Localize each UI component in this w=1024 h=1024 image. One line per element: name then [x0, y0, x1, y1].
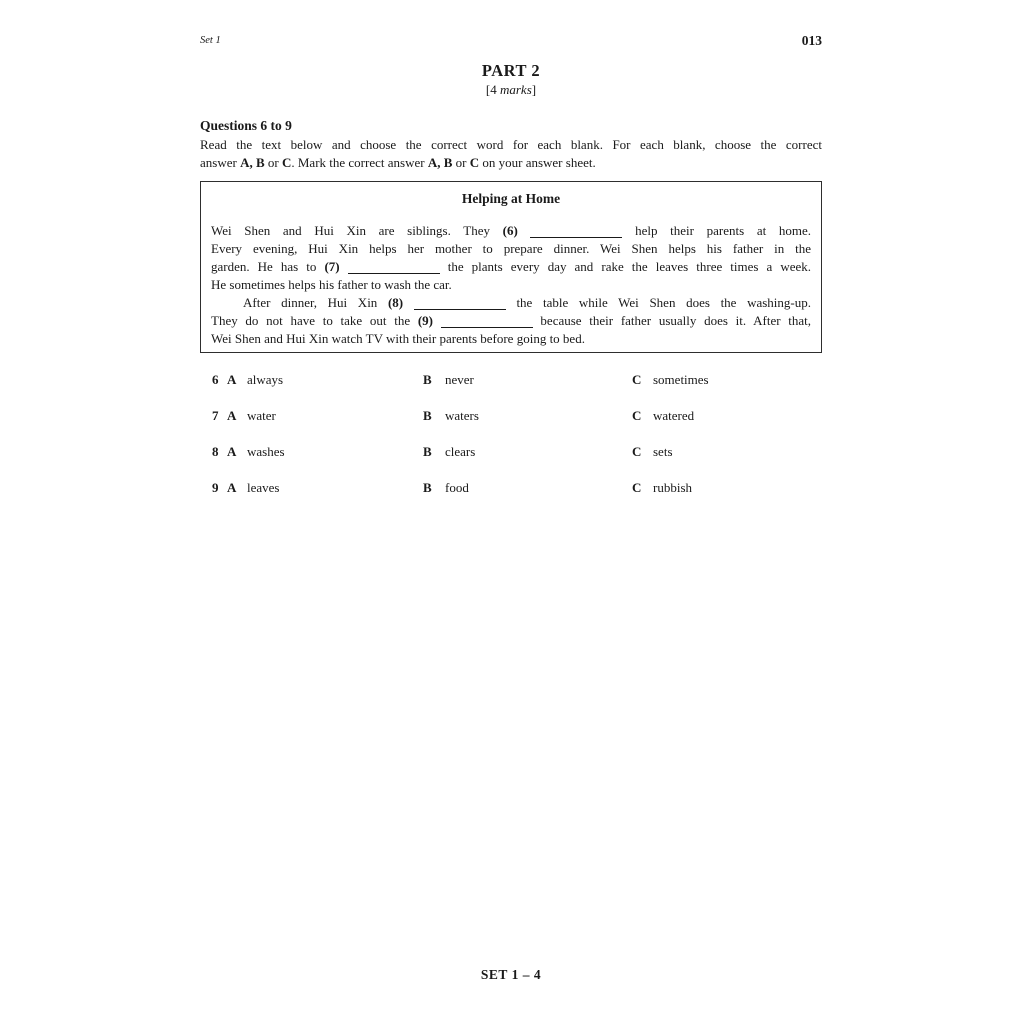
- question-number: 7: [212, 408, 219, 423]
- option-letter: B: [423, 408, 432, 423]
- option-letter: B: [423, 372, 432, 387]
- option-letter: C: [632, 480, 642, 495]
- instructions-text: [200, 136, 822, 172]
- text-run: garden. He has to: [211, 259, 325, 274]
- text-run: . Mark the correct answer: [291, 155, 428, 170]
- set-label: Set 1: [200, 35, 221, 46]
- option-letter: A: [227, 408, 237, 423]
- option-text: sometimes: [653, 372, 709, 387]
- option-text: never: [445, 372, 474, 387]
- option-text: food: [445, 480, 469, 495]
- passage-box: [200, 181, 822, 353]
- passage-text: [211, 222, 811, 348]
- text-run: A, B: [240, 155, 265, 170]
- text-run: C: [281, 155, 292, 170]
- text-run: because their father usually does it. After that,: [532, 313, 811, 328]
- text-run: [4: [485, 82, 500, 97]
- option-text: watered: [653, 408, 695, 423]
- text-run: A, B: [427, 155, 453, 170]
- option-letter: C: [632, 372, 642, 387]
- question-row: [200, 443, 822, 461]
- option-text: rubbish: [653, 480, 692, 495]
- text-run: Every evening, Hui Xin helps her mother to prepare dinner. Wei Shen helps his father in the: [211, 241, 811, 256]
- text-run: ]: [531, 82, 537, 97]
- questions-list: [200, 371, 822, 515]
- answer-blank-9: [441, 315, 533, 328]
- text-run: (6): [502, 223, 518, 238]
- option-letter: C: [632, 444, 642, 459]
- option-text: waters: [445, 408, 479, 423]
- text-run: They do not have to take out the: [211, 313, 418, 328]
- option-letter: A: [227, 444, 237, 459]
- option-text: clears: [445, 444, 476, 459]
- option-text: water: [247, 408, 276, 423]
- text-run: (8): [387, 295, 404, 310]
- text-run: (7): [324, 259, 340, 274]
- question-row: [200, 479, 822, 497]
- text-run: marks: [499, 82, 532, 97]
- option-letter: A: [227, 480, 237, 495]
- text-run: or: [264, 155, 282, 170]
- text-run: help their parents at home.: [622, 223, 812, 238]
- text-run: on your answer sheet.: [479, 155, 596, 170]
- option-text: washes: [247, 444, 285, 459]
- option-letter: B: [423, 480, 432, 495]
- text-run: (9): [417, 313, 433, 328]
- question-number: 6: [212, 372, 219, 387]
- answer-blank-7: [348, 261, 440, 274]
- page-number: 013: [801, 33, 822, 48]
- instruction-line: [200, 136, 822, 154]
- passage-line: [211, 330, 811, 348]
- text-run: or: [452, 155, 470, 170]
- text-run: answer: [200, 155, 241, 170]
- passage-line: [211, 294, 811, 312]
- instruction-line: [200, 154, 822, 172]
- option-text: leaves: [247, 480, 280, 495]
- text-run: After dinner, Hui Xin: [243, 295, 388, 310]
- text-run: [518, 223, 531, 238]
- questions-heading: Questions 6 to 9: [200, 118, 292, 133]
- option-text: always: [247, 372, 284, 387]
- text-run: C: [469, 155, 480, 170]
- question-row: [200, 407, 822, 425]
- footer-set-label: SET 1 – 4: [480, 967, 542, 982]
- question-number: 9: [212, 480, 219, 495]
- answer-blank-8: [414, 297, 506, 310]
- text-run: [433, 313, 441, 328]
- marks-subtitle: [200, 82, 822, 98]
- passage-title: Helping at Home: [461, 191, 561, 206]
- text-run: Wei Shen and Hui Xin are siblings. They: [211, 223, 503, 238]
- question-row: [200, 371, 822, 389]
- question-number: 8: [212, 444, 219, 459]
- passage-line: [211, 312, 811, 330]
- text-run: He sometimes helps his father to wash the car.: [211, 277, 452, 292]
- option-letter: C: [632, 408, 642, 423]
- option-letter: B: [423, 444, 432, 459]
- option-text: sets: [653, 444, 673, 459]
- text-run: [403, 295, 414, 310]
- passage-line: [211, 240, 811, 258]
- option-letter: A: [227, 372, 237, 387]
- passage-line: [211, 276, 811, 294]
- text-run: Wei Shen and Hui Xin watch TV with their parents before going to bed.: [211, 331, 585, 346]
- text-run: the table while Wei Shen does the washing-up.: [505, 295, 812, 310]
- part-title: PART 2: [481, 61, 541, 80]
- text-run: [340, 259, 348, 274]
- passage-line: [211, 222, 811, 240]
- passage-line: [211, 258, 811, 276]
- text-run: the plants every day and rake the leaves three times a week.: [439, 259, 812, 274]
- answer-blank-6: [530, 225, 622, 238]
- text-run: Read the text below and choose the correct word for each blank. For each blank, choose the correct: [200, 137, 822, 152]
